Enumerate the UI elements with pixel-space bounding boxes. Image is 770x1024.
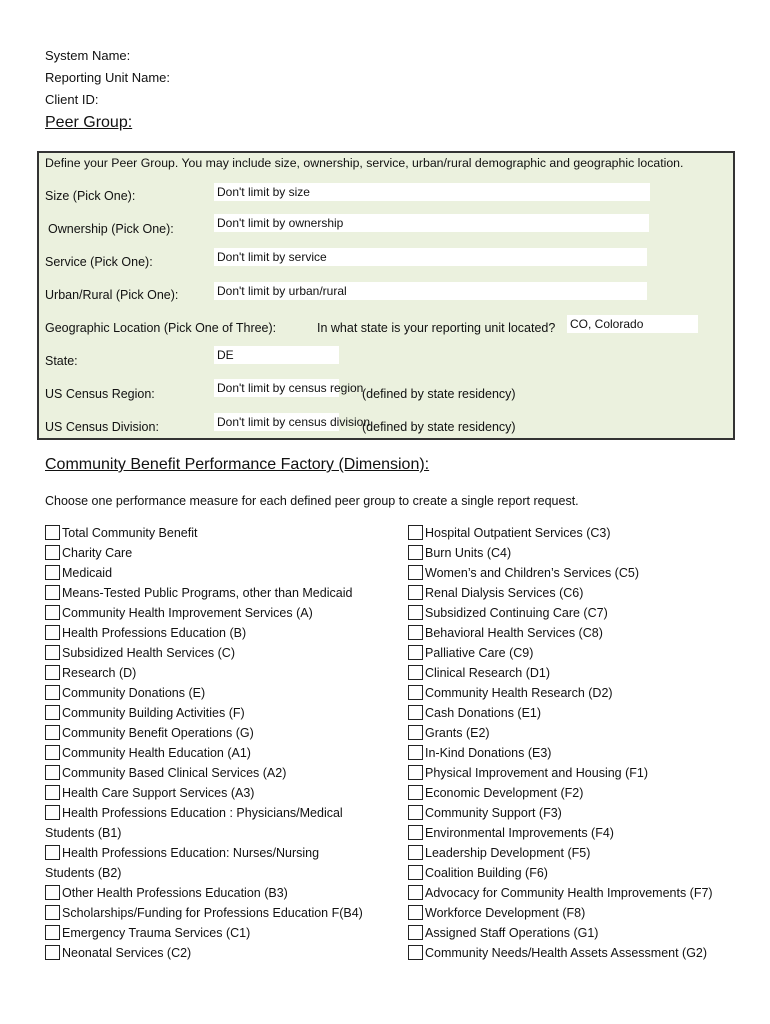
checkbox[interactable] bbox=[45, 545, 60, 560]
dimension-title: Community Benefit Performance Factory (Dimension): bbox=[45, 456, 430, 473]
checkbox[interactable] bbox=[408, 945, 423, 960]
checkbox-label: Community Health Research (D2) bbox=[425, 686, 613, 700]
checkbox-item[interactable] bbox=[45, 565, 112, 581]
reporting-unit-label: Reporting Unit Name: bbox=[45, 70, 170, 85]
checkbox-item[interactable] bbox=[45, 665, 136, 681]
checkbox-label: Health Care Support Services (A3) bbox=[62, 786, 255, 800]
checkbox[interactable] bbox=[45, 665, 60, 680]
checkbox-item[interactable] bbox=[408, 745, 551, 761]
checkbox-label: Neonatal Services (C2) bbox=[62, 946, 192, 960]
checkbox[interactable] bbox=[408, 645, 423, 660]
checkbox-label: Community Health Education (A1) bbox=[62, 746, 251, 760]
checkbox-label: Community Support (F3) bbox=[425, 806, 562, 820]
checkbox-label: Community Health Improvement Services (A) bbox=[62, 606, 313, 620]
state-location-select[interactable]: CO, Colorado bbox=[567, 315, 698, 333]
checkbox[interactable] bbox=[45, 725, 60, 740]
checkbox-item[interactable] bbox=[408, 545, 511, 561]
checkbox-item[interactable] bbox=[408, 565, 639, 581]
checkbox[interactable] bbox=[45, 885, 60, 900]
checkbox-item[interactable] bbox=[45, 885, 288, 901]
checkbox-label: Physical Improvement and Housing (F1) bbox=[425, 766, 649, 780]
peer-group-intro: Define your Peer Group. You may include size, ownership, service, urban/rural demographic and geographic location. bbox=[45, 156, 684, 170]
checkbox[interactable] bbox=[408, 525, 423, 540]
checkbox[interactable] bbox=[45, 785, 60, 800]
checkbox[interactable] bbox=[45, 845, 60, 860]
checkbox[interactable] bbox=[408, 865, 423, 880]
checkbox-label: Burn Units (C4) bbox=[425, 546, 512, 560]
checkbox-item[interactable] bbox=[408, 725, 490, 741]
checkbox[interactable] bbox=[45, 605, 60, 620]
checkbox-item[interactable] bbox=[408, 925, 598, 941]
checkbox[interactable] bbox=[408, 765, 423, 780]
checkbox-item[interactable] bbox=[45, 725, 254, 741]
census-division-select[interactable]: Don't limit by census division bbox=[214, 413, 339, 431]
ownership-label: Ownership (Pick One): bbox=[48, 222, 174, 236]
checkbox[interactable] bbox=[408, 565, 423, 580]
checkbox[interactable] bbox=[45, 565, 60, 580]
state-select[interactable]: DE bbox=[214, 346, 339, 364]
checkbox-label: Clinical Research (D1) bbox=[425, 666, 551, 680]
checkbox-item[interactable] bbox=[408, 845, 590, 861]
checkbox-item[interactable] bbox=[45, 645, 235, 661]
checkbox[interactable] bbox=[408, 585, 423, 600]
peer-group-title: Peer Group: bbox=[45, 114, 133, 131]
checkbox[interactable] bbox=[408, 725, 423, 740]
checkbox[interactable] bbox=[45, 905, 60, 920]
checkbox-item[interactable] bbox=[45, 585, 352, 601]
checkbox-label: Economic Development (F2) bbox=[425, 786, 584, 800]
checkbox-item[interactable] bbox=[408, 525, 611, 541]
client-id-label: Client ID: bbox=[45, 92, 99, 107]
checkbox-label: Community Based Clinical Services (A2) bbox=[62, 766, 287, 780]
checkbox-item[interactable] bbox=[408, 605, 608, 621]
census-region-note: (defined by state residency) bbox=[362, 387, 516, 401]
checkbox[interactable] bbox=[408, 845, 423, 860]
checkbox-label: Community Donations (E) bbox=[62, 686, 206, 700]
checkbox-item[interactable] bbox=[408, 625, 603, 641]
checkbox-item[interactable] bbox=[45, 925, 250, 941]
checkbox-item[interactable] bbox=[408, 885, 713, 901]
service-select[interactable]: Don't limit by service bbox=[214, 248, 647, 266]
checkbox-item[interactable] bbox=[45, 805, 343, 821]
checkbox-item[interactable] bbox=[45, 765, 286, 781]
checkbox-item[interactable] bbox=[408, 785, 583, 801]
checkbox-label: Total Community Benefit bbox=[62, 526, 198, 540]
checkbox-item[interactable] bbox=[45, 945, 191, 961]
checkbox-item[interactable] bbox=[408, 585, 583, 601]
urban-rural-select[interactable]: Don't limit by urban/rural bbox=[214, 282, 647, 300]
state-label: State: bbox=[45, 354, 78, 368]
checkbox-label: Scholarships/Funding for Professions Education F(B4) bbox=[62, 906, 363, 920]
checkbox-label: Community Needs/Health Assets Assessment (G2) bbox=[425, 946, 708, 960]
checkbox-label: Emergency Trauma Services (C1) bbox=[62, 926, 251, 940]
urban-rural-label: Urban/Rural (Pick One): bbox=[45, 288, 179, 302]
checkbox[interactable] bbox=[408, 925, 423, 940]
checkbox[interactable] bbox=[408, 705, 423, 720]
checkbox[interactable] bbox=[45, 705, 60, 720]
checkbox[interactable] bbox=[408, 605, 423, 620]
checkbox[interactable] bbox=[408, 745, 423, 760]
checkbox-label: Subsidized Continuing Care (C7) bbox=[425, 606, 608, 620]
checkbox-item[interactable] bbox=[45, 525, 197, 541]
checkbox[interactable] bbox=[408, 545, 423, 560]
checkbox-label: Community Building Activities (F) bbox=[62, 706, 245, 720]
checkbox-item[interactable] bbox=[45, 785, 254, 801]
geo-location-label: Geographic Location (Pick One of Three): bbox=[45, 321, 277, 335]
checkbox-item[interactable] bbox=[408, 825, 614, 841]
checkbox-label: Assigned Staff Operations (G1) bbox=[425, 926, 599, 940]
checkbox-item[interactable] bbox=[45, 625, 246, 641]
checkbox-item[interactable] bbox=[45, 605, 313, 621]
checkbox-label: In-Kind Donations (E3) bbox=[425, 746, 552, 760]
checkbox-label: Students (B2) bbox=[45, 866, 122, 880]
checkbox-label: Community Benefit Operations (G) bbox=[62, 726, 254, 740]
checkbox-item-continuation bbox=[45, 865, 121, 881]
state-question-label: In what state is your reporting unit located? bbox=[317, 321, 556, 335]
checkbox[interactable] bbox=[45, 925, 60, 940]
checkbox[interactable] bbox=[408, 805, 423, 820]
checkbox-label: Women’s and Children’s Services (C5) bbox=[425, 566, 639, 580]
checkbox-label: Leadership Development (F5) bbox=[425, 846, 591, 860]
checkbox-item[interactable] bbox=[408, 645, 533, 661]
checkbox[interactable] bbox=[45, 945, 60, 960]
checkbox-item[interactable] bbox=[45, 685, 205, 701]
census-region-select[interactable]: Don't limit by census region bbox=[214, 379, 339, 397]
checkbox-label: Health Professions Education : Physicians/Medical bbox=[62, 806, 343, 820]
checkbox-item-continuation bbox=[45, 825, 121, 841]
checkbox[interactable] bbox=[45, 805, 60, 820]
checkbox-label: Environmental Improvements (F4) bbox=[425, 826, 614, 840]
checkbox[interactable] bbox=[408, 685, 423, 700]
checkbox[interactable] bbox=[408, 885, 423, 900]
checkbox-label: Health Professions Education: Nurses/Nursing bbox=[62, 846, 320, 860]
checkbox[interactable] bbox=[45, 685, 60, 700]
checkbox-item[interactable] bbox=[408, 945, 707, 961]
checkbox-label: Health Professions Education (B) bbox=[62, 626, 247, 640]
checkbox-item[interactable] bbox=[408, 865, 548, 881]
checkbox-label: Students (B1) bbox=[45, 826, 122, 840]
size-label: Size (Pick One): bbox=[45, 189, 136, 203]
census-division-label: US Census Division: bbox=[45, 420, 159, 434]
checkbox-item[interactable] bbox=[45, 905, 363, 921]
checkbox[interactable] bbox=[408, 905, 423, 920]
census-region-label: US Census Region: bbox=[45, 387, 155, 401]
checkbox[interactable] bbox=[45, 645, 60, 660]
checkbox-item[interactable] bbox=[45, 845, 319, 861]
checkbox[interactable] bbox=[45, 585, 60, 600]
checkbox-label: Medicaid bbox=[62, 566, 113, 580]
census-division-note: (defined by state residency) bbox=[362, 420, 516, 434]
system-name-label: System Name: bbox=[45, 48, 131, 63]
checkbox-label: Research (D) bbox=[62, 666, 137, 680]
checkbox-label: Means-Tested Public Programs, other than Medicaid bbox=[62, 586, 353, 600]
checkbox-label: Subsidized Health Services (C) bbox=[62, 646, 235, 660]
checkbox-label: Renal Dialysis Services (C6) bbox=[425, 586, 584, 600]
checkbox-item[interactable] bbox=[408, 665, 550, 681]
checkbox-item[interactable] bbox=[45, 545, 132, 561]
checkbox[interactable] bbox=[408, 785, 423, 800]
checkbox-label: Workforce Development (F8) bbox=[425, 906, 586, 920]
checkbox-item[interactable] bbox=[45, 705, 245, 721]
checkbox[interactable] bbox=[45, 765, 60, 780]
checkbox-item[interactable] bbox=[408, 705, 541, 721]
checkbox-item[interactable] bbox=[408, 905, 585, 921]
checkbox-item[interactable] bbox=[408, 805, 562, 821]
checkbox[interactable] bbox=[45, 625, 60, 640]
checkbox-label: Coalition Building (F6) bbox=[425, 866, 548, 880]
checkbox[interactable] bbox=[45, 745, 60, 760]
checkbox[interactable] bbox=[45, 525, 60, 540]
ownership-select[interactable]: Don't limit by ownership bbox=[214, 214, 649, 232]
dimension-instructions: Choose one performance measure for each defined peer group to create a single report request. bbox=[45, 494, 579, 508]
checkbox-item[interactable] bbox=[408, 765, 648, 781]
checkbox[interactable] bbox=[408, 665, 423, 680]
checkbox-item[interactable] bbox=[408, 685, 613, 701]
checkbox-label: Advocacy for Community Health Improvements (F7) bbox=[425, 886, 713, 900]
checkbox[interactable] bbox=[408, 825, 423, 840]
checkbox-label: Charity Care bbox=[62, 546, 133, 560]
checkbox-label: Other Health Professions Education (B3) bbox=[62, 886, 288, 900]
checkbox-label: Behavioral Health Services (C8) bbox=[425, 626, 603, 640]
checkbox-label: Hospital Outpatient Services (C3) bbox=[425, 526, 611, 540]
checkbox-label: Palliative Care (C9) bbox=[425, 646, 534, 660]
checkbox-label: Cash Donations (E1) bbox=[425, 706, 542, 720]
checkbox-label: Grants (E2) bbox=[425, 726, 490, 740]
checkbox-item[interactable] bbox=[45, 745, 251, 761]
size-select[interactable]: Don't limit by size bbox=[214, 183, 650, 201]
checkbox[interactable] bbox=[408, 625, 423, 640]
service-label: Service (Pick One): bbox=[45, 255, 153, 269]
